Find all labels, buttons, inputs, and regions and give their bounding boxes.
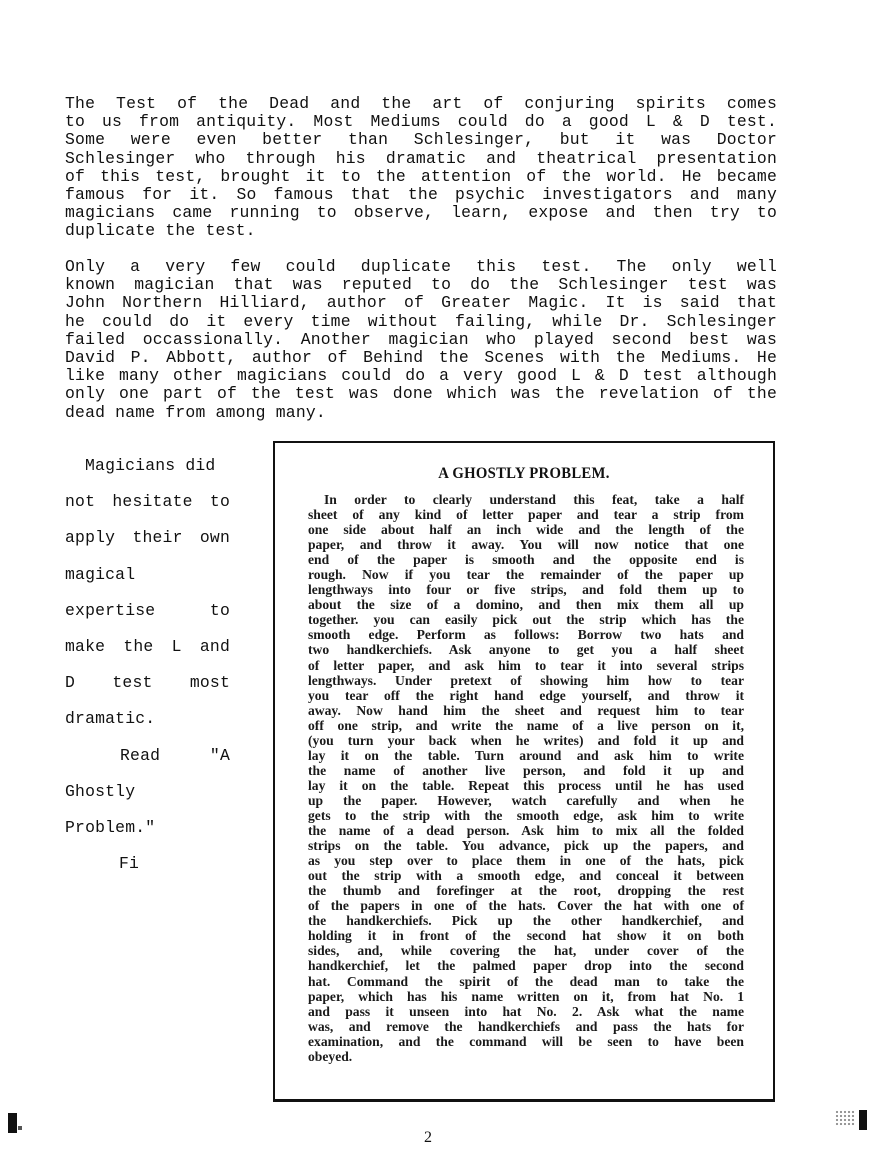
scan-mark-left	[8, 1113, 17, 1133]
sidebar-line: Magicians did	[85, 456, 216, 475]
box-text-line: lengthways. Under pretext of showing him how to tear	[308, 672, 744, 688]
page-number: 2	[424, 1129, 432, 1146]
text-line: only one part of the test was done which was the revelation of the	[65, 384, 777, 404]
sidebar-line: Read "A	[120, 745, 230, 765]
box-text-line: you tear off the right hand edge yourself, and throw it	[308, 687, 744, 703]
sidebar-line: expertise to	[65, 600, 230, 620]
box-text-line: away. Now hand him the sheet and request him to tear	[308, 702, 744, 718]
box-text-line: obeyed.	[308, 1048, 353, 1064]
box-text-line: the thumb and forefinger at the root, dropping the rest	[308, 883, 744, 899]
text-line: Schlesinger who through his dramatic and theatrical presentation	[65, 148, 777, 168]
box-text-line: handkerchief, let the palmed paper drop into the second	[308, 958, 744, 974]
box-text-line: In order to clearly understand this feat, take a half	[324, 492, 744, 507]
text-line: duplicate the test.	[65, 221, 256, 241]
scan-mark-right	[859, 1110, 867, 1130]
sidebar-line: Fi	[119, 854, 140, 874]
text-line: to us from antiquity. Most Mediums could do a good L & D test.	[65, 112, 777, 132]
box-text-line: lay it on the table. Turn around and ask him to write	[308, 747, 744, 763]
text-line: known magician that was reputed to do the Schlesinger test was	[65, 275, 777, 295]
scan-speck-right	[835, 1110, 855, 1126]
text-line: he could do it every time without failing, while Dr. Schlesinger	[65, 311, 777, 331]
box-text-line: gets to the strip with the smooth edge, ask him to write	[308, 807, 744, 823]
box-text-line: end of the paper is smooth and the opposite end is	[308, 552, 744, 568]
box-text-line: of letter paper, and ask him to tear it into several strips	[308, 657, 744, 673]
box-text-line: the name of another live person, and fold it up and	[308, 762, 744, 778]
box-text-line: sides, and, while covering the hat, under cover of the	[308, 943, 744, 959]
second-paragraph	[65, 258, 777, 422]
box-title: A GHOSTLY PROBLEM.	[438, 465, 610, 482]
text-line: Some were even better than Schlesinger, but it was Doctor	[65, 130, 777, 150]
box-text-line: rough. Now if you tear the remainder of the paper up	[308, 567, 744, 583]
box-text-line: out the strip with a smooth edge, and conceal it between	[308, 868, 744, 884]
box-text-line: paper, which has his name written on it, from hat No. 1	[308, 988, 744, 1004]
box-text-line: was, and remove the handkerchiefs and pass the hats for	[308, 1018, 744, 1034]
ghostly-problem-box	[273, 441, 775, 1102]
box-text-line: the handkerchiefs. Pick up the other handkerchief, and	[308, 913, 744, 929]
text-line: John Northern Hilliard, author of Greater Magic. It is said that	[65, 293, 777, 313]
sidebar-line: dramatic.	[65, 709, 156, 729]
scan-speck-left	[18, 1126, 22, 1130]
sidebar-line: not hesitate to	[65, 492, 230, 512]
text-line: famous for it. So famous that the psychic investigators and many	[65, 185, 777, 205]
box-text-line: examination, and the command will be seen to have been	[308, 1033, 744, 1049]
sidebar-line: magical	[65, 564, 136, 584]
sidebar-line: D test most	[65, 673, 230, 693]
sidebar-line: Ghostly	[65, 781, 136, 801]
sidebar-line: apply their own	[65, 528, 230, 548]
sidebar-line: Problem."	[65, 817, 156, 837]
box-text-line: lay it on the table. Repeat this process until he has used	[308, 777, 744, 793]
text-line: of this test, brought it to the attention of the world. He became	[65, 166, 777, 186]
box-text-line: of the papers in one of the hats. Cover the hat with one of	[308, 898, 744, 914]
text-line: like many other magicians could do a very good L & D test although	[65, 366, 777, 386]
box-text-line: about the size of a domino, and then mix them all up	[308, 597, 744, 613]
box-text-line: off one strip, and write the name of a live person on it,	[308, 717, 744, 733]
box-text-line: smooth edge. Perform as follows: Borrow two hats and	[308, 627, 744, 643]
box-text-line: the name of a dead person. Ask him to mix all the folded	[308, 823, 744, 839]
box-body-text	[308, 492, 744, 1064]
box-text-line: sheet of any kind of letter paper and tear a strip from	[308, 507, 744, 523]
box-text-line: hat. Command the spirit of the dead man to take the	[308, 973, 744, 989]
box-text-line: lengthways into four or five strips, and fold them up to	[308, 582, 744, 598]
text-line: magicians came running to observe, learn, expose and then try to	[65, 203, 777, 223]
box-text-line: strips on the table. You advance, pick up the papers, and	[308, 838, 744, 854]
text-line: dead name from among many.	[65, 402, 326, 422]
box-text-line: two handkerchiefs. Ask anyone to get you a half sheet	[308, 642, 744, 658]
box-text-line: as you step over to place them in one of the hats, pick	[308, 853, 744, 869]
text-line: The Test of the Dead and the art of conjuring spirits comes	[65, 94, 777, 113]
text-line: David P. Abbott, author of Behind the Scenes with the Mediums. He	[65, 348, 777, 368]
box-text-line: holding it in front of the second hat show it on both	[308, 928, 744, 944]
box-text-line: together. you can easily pick out the strip which has the	[308, 612, 744, 628]
box-text-line: (you turn your back when he writes) and fold it up and	[308, 732, 744, 748]
intro-paragraph	[65, 95, 777, 241]
sidebar-note	[65, 456, 230, 890]
sidebar-line: make the L and	[65, 636, 230, 656]
box-text-line: up the paper. However, watch carefully and when he	[308, 792, 744, 808]
box-text-line: one side about half an inch wide and the length of the	[308, 522, 744, 538]
box-text-line: and pass it unseen into hat No. 2. Ask what the name	[308, 1003, 744, 1019]
box-text-line: paper, and throw it away. You will now notice that one	[308, 537, 744, 553]
text-line: Only a very few could duplicate this test. The only well	[65, 257, 777, 276]
text-line: failed occassionally. Another magician who played second best was	[65, 329, 777, 349]
